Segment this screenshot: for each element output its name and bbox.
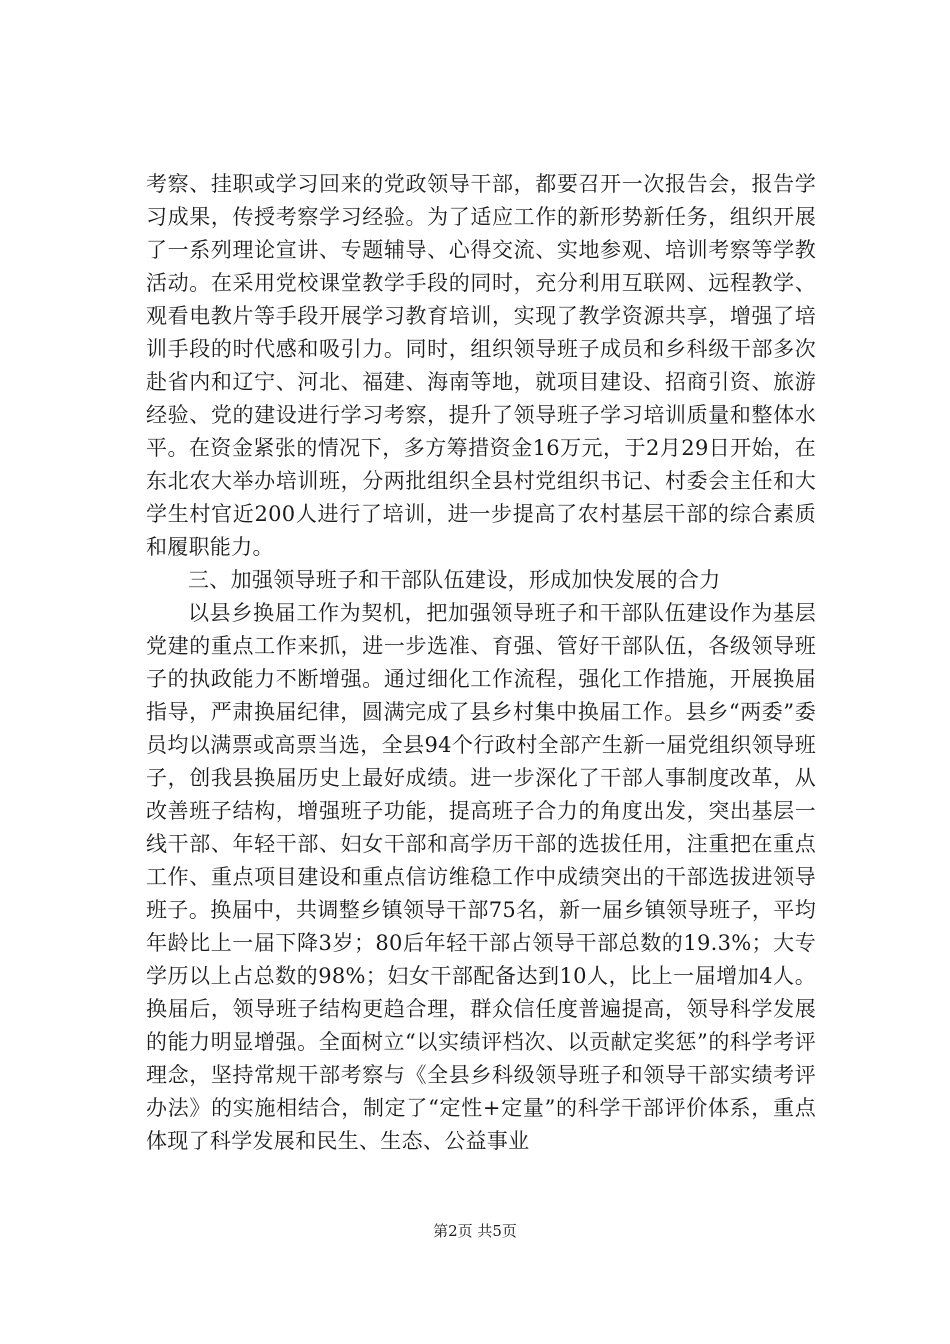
section-heading: 三、加强领导班子和干部队伍建设，形成加快发展的合力 <box>188 568 721 592</box>
paragraph-continuation: 考察、挂职或学习回来的党政领导干部，都要召开一次报告会，报告学习成果，传授考察学习经验。为了适应工作的新形势新任务，组织开展了一系列理论宣讲、专题辅导、心得交流、实地参观、培训考察等学教活动。在采用党校课堂教学手段的同时，充分利用互联网、远程教学、观看电教片等手段开展学习教育培训，实现了教学资源共享，增强了培训手段的时代感和吸引力。同时，组织领导班子成员和乡科级干部多次赴省内和辽宁、河北、福建、海南等地，就项目建设、招商引资、旅游经验、党的建设进行学习考察，提升了领导班子学习培训质量和整体水平。在资金紧张的情况下，多方筹措资金16万元，于2月29日开始，在东北农大举办培训班，分两批组织全县村党组织书记、村委会主任和大学生村官近200人进行了培训，进一步提高了农村基层干部的综合素质和履职能力。 <box>146 172 816 559</box>
page-number-footer: 第2页 共5页 <box>433 1222 517 1240</box>
paragraph-body: 以县乡换届工作为契机，把加强领导班子和干部队伍建设作为基层党建的重点工作来抓，进一步选准、育强、管好干部队伍，各级领导班子的执政能力不断增强。通过细化工作流程，强化工作措施，开展换届指导，严肃换届纪律，圆满完成了县乡村集中换届工作。县乡“两委”委员均以满票或高票当选，全县94个行政村全部产生新一届党组织领导班子，创我县换届历史上最好成绩。进一步深化了干部人事制度改革，从改善班子结构，增强班子功能，提高班子合力的角度出发，突出基层一线干部、年轻干部、妇女干部和高学历干部的选拔任用，注重把在重点工作、重点项目建设和重点信访维稳工作中成绩突出的干部选拔进领导班子。换届中，共调整乡镇领导干部75名，新一届乡镇领导班子，平均年龄比上一届下降3岁；80后年轻干部占领导干部总数的19.3%；大专学历以上占总数的98%；妇女干部配备达到10人，比上一届增加4人。换届后，领导班子结构更趋合理，群众信任度普遍提高，领导科学发展的能力明显增强。全面树立“以实绩评档次、以贡献定奖惩”的科学考评理念，坚持常规干部考察与《全县乡科级领导班子和领导干部实绩考评办法》的实施相结合，制定了“定性+定量”的科学干部评价体系，重点体现了科学发展和民生、生态、公益事业 <box>146 601 816 1153</box>
document-body <box>146 168 816 1158</box>
